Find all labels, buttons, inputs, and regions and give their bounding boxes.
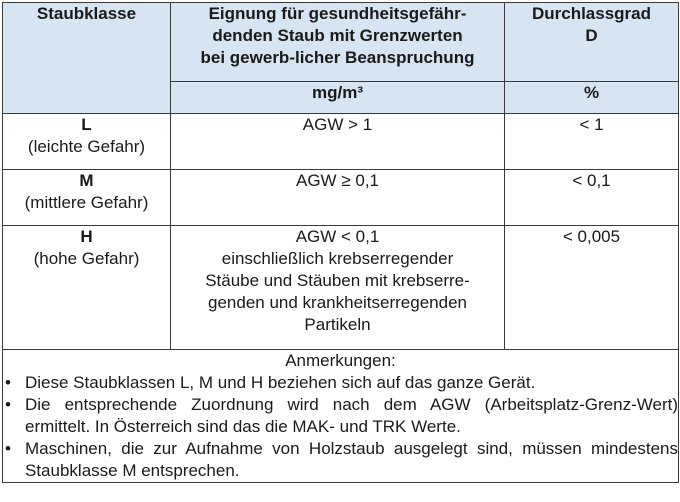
suitability-cell [171, 170, 505, 226]
header-suitability [171, 3, 505, 82]
header-permeability-line-1: Durchlassgrad [531, 4, 652, 23]
table-row-m [3, 170, 679, 226]
bullet-icon: • [5, 439, 11, 458]
class-cell [3, 226, 171, 350]
header-permeability [505, 3, 679, 82]
header-dust-class: Staubklasse [3, 3, 171, 114]
suitability-note-line: Partikeln [304, 315, 371, 334]
permeability-cell: < 0,1 [505, 170, 679, 226]
note-text: Maschinen, die zur Aufnahme von Holzstaub ausgelegt sind, müssen mindestens Staubklasse M entsprechen. [25, 439, 678, 480]
class-letter: H [80, 227, 93, 246]
class-letter: M [79, 171, 94, 190]
permeability-cell: < 1 [505, 114, 679, 170]
dust-class-table-container [2, 2, 678, 483]
class-letter: L [81, 115, 92, 134]
header-unit-suitability: mg/m³ [171, 82, 505, 114]
suitability-note-line: Stäube und Stäuben mit krebserre- [205, 271, 470, 290]
bullet-icon: • [5, 373, 11, 392]
table-row-l [3, 114, 679, 170]
class-description: (hohe Gefahr) [33, 249, 140, 268]
permeability-cell: < 0,005 [505, 226, 679, 350]
table-row-h [3, 226, 679, 350]
header-permeability-line-2: D [585, 26, 598, 45]
list-item [3, 438, 678, 482]
suitability-value: AGW > 1 [302, 115, 373, 134]
list-item [3, 372, 678, 394]
suitability-value: AGW < 0,1 [295, 227, 380, 246]
header-unit-permeability: % [505, 82, 679, 114]
dust-class-table [2, 2, 679, 483]
header-suitability-line-2: denden Staub mit Grenzwerten [212, 26, 463, 45]
bullet-icon: • [5, 395, 11, 414]
suitability-note-line: genden und krankheitserregenden [208, 293, 467, 312]
class-description: (leichte Gefahr) [27, 137, 146, 156]
suitability-cell [171, 114, 505, 170]
notes-cell [3, 350, 679, 483]
list-item [3, 394, 678, 438]
notes-row [3, 350, 679, 483]
suitability-note-line: einschließlich krebserregender [221, 249, 454, 268]
header-suitability-line-3: bei gewerb-licher Beanspruchung [200, 48, 475, 67]
notes-title: Anmerkungen: [285, 351, 396, 370]
notes-list [3, 372, 678, 482]
note-text: Die entsprechende Zuordnung wird nach dem AGW (Arbeitsplatz-Grenz-Wert) ermittelt. In Österreich sind das die MAK- und TRK Werte. [25, 395, 678, 436]
note-text: Diese Staubklassen L, M und H beziehen sich auf das ganze Gerät. [25, 373, 536, 392]
suitability-cell [171, 226, 505, 350]
header-suitability-line-1: Eignung für gesundheitsgefähr- [208, 4, 467, 23]
class-description: (mittlere Gefahr) [24, 193, 149, 212]
class-cell [3, 170, 171, 226]
class-cell [3, 114, 171, 170]
suitability-value: AGW ≥ 0,1 [295, 171, 380, 190]
